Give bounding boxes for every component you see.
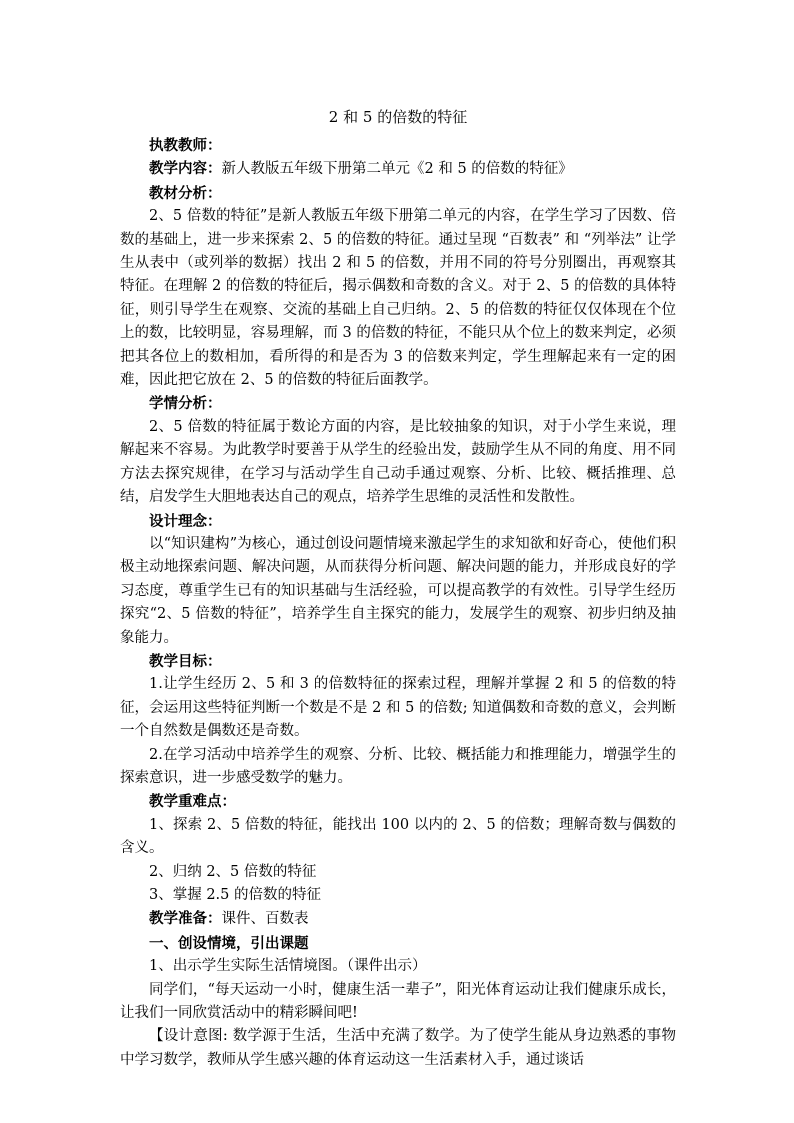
teaching-goal-2: 2.在学习活动中培养学生的观察、分析、比较、概括能力和推理能力，增强学生的探索意识，进一步感受数学的魅力。	[120, 746, 676, 786]
key-point-3: 3、掌握 2.5 的倍数的特征	[149, 887, 322, 903]
student-analysis-text: 2、5 倍数的特征属于数论方面的内容，是比较抽象的知识，对于小学生来说，理解起来不容易。为此教学时要善于从学生的经验出发，鼓励学生从不同的角度、用不同方法去探究规律，在学习与活动学生自己动手通过观察、分析、比较、概括推理、总结，启发学生大胆地表达自己的观点，培养学生思维的灵活性和发散性。	[120, 418, 676, 506]
teaching-content-label: 教学内容：	[149, 160, 222, 178]
teaching-prep-label: 教学准备：	[149, 910, 222, 928]
material-analysis-heading: 教材分析：	[149, 184, 222, 202]
section-1-paragraph: 同学们，“每天运动一小时，健康生活一辈子”，阳光体育运动让我们健康乐成长，让我们一同欣赏活动中的精彩瞬间吧!	[120, 981, 676, 1022]
design-intent-text: 【设计意图: 数学源于生活，生活中充满了数学。为了使学生能从身边熟悉的事物中学习数学，教师从学生感兴趣的体育运动这一生活素材入手，通过谈话	[120, 1028, 676, 1068]
section-1-heading: 一、创设情境，引出课题	[149, 934, 309, 952]
teaching-content-text: 新人教版五年级下册第二单元《2 和 5 的倍数的特征》	[221, 161, 573, 178]
document-page	[120, 104, 676, 1072]
teacher-label: 执教教师：	[149, 137, 222, 154]
teaching-prep-line	[120, 907, 676, 931]
section-1-item-1: 1、出示学生实际生活情境图。（课件出示）	[149, 958, 427, 975]
design-concept-heading: 设计理念：	[149, 512, 222, 530]
key-point-1: 1、探索 2、5 倍数的特征，能找出 100 以内的 2、5 的倍数；理解奇数与偶数的含义。	[120, 816, 676, 857]
document-title: 2 和 5 的倍数的特征	[328, 108, 468, 126]
teaching-content-line	[120, 157, 676, 181]
key-difficulty-heading: 教学重难点：	[149, 793, 236, 811]
teaching-goal-heading: 教学目标：	[149, 652, 222, 670]
teaching-prep-text: 课件、百数表	[221, 911, 309, 928]
teaching-goal-1: 1.让学生经历 2、5 和 3 的倍数特征的探索过程，理解并掌握 2 和 5 的倍数的特征，会运用这些特征判断一个数是不是 2 和 5 的倍数; 知道偶数和奇数的意义，会判断一个自然数是偶数还是奇数。	[120, 676, 676, 740]
design-concept-text: 以“知识建构”为核心，通过创设问题情境来激起学生的求知欲和好奇心，使他们积极主动地探索问题、解决问题，从而获得分析问题、解决问题的能力，并形成良好的学习态度，尊重学生已有的知识基础与生活经验，可以提高教学的有效性。引导学生经历探究“2、5 倍数的特征”，培养学生自主探究的能力，发展学生的观察、初步归纳及抽象能力。	[120, 535, 676, 646]
material-analysis-text: 2、5 倍数的特征”是新人教版五年级下册第二单元的内容，在学生学习了因数、倍数的基础上，进一步来探索 2、5 的倍数的特征。通过呈现 “百数表” 和 “列举法” 让学生从表中（或列举的数据）找出 2 和 5 的倍数，并用不同的符号分别圈出，再观察其特征。在理解 2 的倍数的特征后，揭示偶数和奇数的含义。对于 2、5 的倍数的具体特征，则引导学生在观察、交流的基础上自己归纳。2、5 的倍数的特征仅仅体现在个位上的数，比较明显，容易理解，而 3 的倍数的特征，不能只从个位上的数来判定，必须把其各位上的数相加，看所得的和是否为 3 的倍数来判定，学生理解起来有一定的困难，因此把它放在 2、5 的倍数的特征后面教学。	[120, 208, 676, 389]
student-analysis-heading: 学情分析：	[149, 395, 222, 413]
key-point-2: 2、归纳 2、5 倍数的特征	[149, 863, 317, 880]
